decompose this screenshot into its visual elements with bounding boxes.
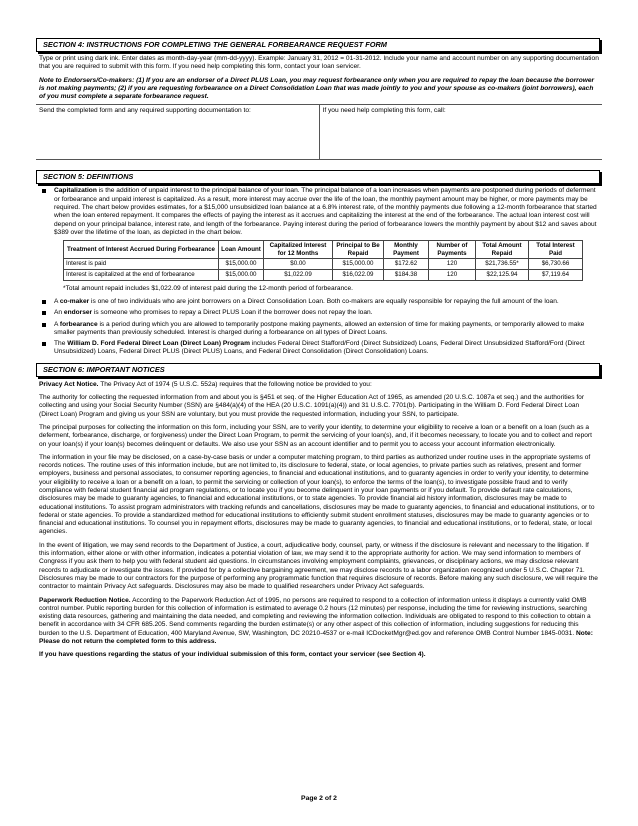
- column-header: Monthly Payment: [384, 241, 429, 259]
- definition-direct-loan-program: [36, 340, 602, 357]
- table-cell: $7,119.64: [529, 270, 583, 281]
- table-footnote: *Total amount repaid includes $1,022.09 of interest paid during the 12-month period of forbearance.: [63, 284, 353, 292]
- table-cell: $172.62: [384, 259, 429, 270]
- section-6-heading: SECTION 6: IMPORTANT NOTICES: [36, 363, 600, 377]
- definition-term: co-maker: [59, 297, 90, 305]
- column-header: Number of Payments: [429, 241, 476, 259]
- table-cell: $15,000.00: [333, 259, 384, 270]
- column-header: Loan Amount: [219, 241, 264, 259]
- litigation-paragraph: In the event of litigation, we may send records to the Department of Justice, a court, adjudicative body, counsel, party, or witness if the disclosure is relevant and necessary to the litigation. If this information, either alone or with other information, indicates a potential violation of law, we may send it to the appropriate authority for action. We may send information to members of Congress if you ask them to help you with federal student aid questions. In circumstances involving employment complaints, grievances, or disciplinary actions, we may disclose relevant records to adjudicate or investigate the issues. If provided for by a collective bargaining agreement, we may disclose records to a labor organization recognized under 5 U.S.C. Chapter 71. Disclosures may be made to our contractors for the purpose of performing any programmatic function that requires disclosure of records. Before making any such disclosure, we will require the contractor to maintain Privacy Act safeguards. Disclosures may also be made to qualified researchers under Privacy Act safeguards.: [39, 541, 598, 591]
- bullet-square-icon: [42, 300, 46, 304]
- definition-text: is someone who promises to repay a Direct PLUS Loan if the borrower does not repay the loan.: [92, 309, 373, 317]
- definition-text: is a period during which you are allowed to temporarily postpone making payments, allowed an extension of time for making payments, or temporarily allowed to make smaller payments than previously scheduled. Interest is charged during a forbearance on all types of Direct Loans.: [54, 320, 585, 336]
- table-cell: Interest is capitalized at the end of forbearance: [64, 270, 219, 281]
- definition-endorser: [36, 309, 602, 317]
- definition-term: forbearance: [59, 320, 98, 328]
- bullet-square-icon: [42, 323, 46, 327]
- capitalization-table: [63, 240, 583, 280]
- bullet-square-icon: [42, 189, 46, 193]
- mailing-info-table: [36, 104, 602, 160]
- section-5-heading: SECTION 5: DEFINITIONS: [36, 170, 600, 184]
- final-questions-note: [39, 651, 600, 659]
- section-4-heading: SECTION 4: INSTRUCTIONS FOR COMPLETING THE GENERAL FORBEARANCE REQUEST FORM: [36, 38, 600, 52]
- column-header: Treatment of Interest Accrued During Forbearance: [64, 241, 219, 259]
- send-to-label: Send the completed form and any required supporting documentation to:: [39, 107, 251, 115]
- table-header-row: [64, 241, 583, 259]
- table-cell: 120: [429, 259, 476, 270]
- definition-term: Capitalization: [54, 187, 97, 195]
- definition-term: endorser: [63, 309, 93, 317]
- definition-text: includes Federal Direct Stafford/Ford (Direct Subsidized) Loans, Federal Direct Unsubsidized Stafford/Ford (Direct Unsubsidized) Loans, Federal Direct PLUS (Direct PLUS) Loans, and Federal Direct Consolidation (Direct Consolidation) Loans.: [54, 340, 585, 356]
- table-cell: $184.38: [384, 270, 429, 281]
- definition-prefix: The: [54, 340, 68, 348]
- definition-text: is one of two individuals who are joint borrowers on a Direct Consolidation Loan. Both co-makers are equally responsible for repaying the full amount of the loan.: [89, 297, 559, 305]
- column-header: Total Interest Paid: [529, 241, 583, 259]
- table-cell: $21,736.55*: [476, 259, 529, 270]
- column-header: Principal to Be Repaid: [333, 241, 384, 259]
- paperwork-text: According to the Paperwork Reduction Act of 1995, no persons are required to respond to a collection of information unless it displays a currently valid OMB control number. Public reporting burden for this collection of information is estimated to average 0.2 hours (12 minutes) per response, including the time for reviewing instructions, searching existing data resources, gathering and maintaining the data needed, and completing and reviewing the information collection. Individuals are obligated to respond to this collection to obtain a benefit in accordance with 34 CFR 685.205. Send comments regarding the burden estimate(s) or any other aspect of this collection of information, including suggestions for reducing this burden to the U.S. Department of Education, 400 Maryland Avenue, SW, Washington, DC 20210-4537 or e-mail ICDocketMgr@ed.gov and reference OMB Control Number 1845-0031.: [39, 596, 591, 637]
- bullet-square-icon: [42, 342, 46, 346]
- table-cell: 120: [429, 270, 476, 281]
- table-cell: $15,000.00: [219, 259, 264, 270]
- help-call-cell[interactable]: [319, 105, 602, 160]
- disclosure-paragraph: The information in your file may be disclosed, on a case-by-case basis or under a computer matching program, to third parties as authorized under routine uses in the appropriate systems of records notices. The routine uses of this information include, but are not limited to, its disclosure to federal, state, or local agencies, to private parties such as relatives, present and former employers, business and personal associates, to consumer reporting agencies, to financial and educational institutions, and to guaranty agencies in order to verify your identity, to determine your eligibility to receive a loan or a benefit on a loan, to permit the servicing or collection of your loan(s), to enforce the terms of the loan(s), to investigate possible fraud and to verify compliance with federal student financial aid program regulations, or to locate you if you become delinquent in your loan payments or if you default. To provide default rate calculations, disclosures may be made to guaranty agencies, to financial and educational institutions, or to state agencies. To provide financial aid history information, disclosures may be made to educational institutions. To assist program administrators with tracking refunds and cancellations, disclosures may be made to guaranty agencies, to financial and educational institutions, or to federal or state agencies. To provide a standardized method for educational institutions to efficiently submit student enrollment statuses, disclosures may be made to guaranty agencies or to financial and educational institutions. To counsel you in repayment efforts, disclosures may be made to guaranty agencies, to financial and educational institutions, or to federal, state, or local agencies.: [39, 453, 595, 536]
- definition-forbearance: [36, 321, 602, 338]
- page-number: Page 2 of 2: [301, 795, 337, 802]
- form-page: [36, 38, 602, 660]
- column-header: Capitalized Interest for 12 Months: [264, 241, 333, 259]
- table-cell: $15,000.00: [219, 270, 264, 281]
- privacy-act-term: Privacy Act Notice.: [39, 380, 99, 388]
- table-cell: $6,730.66: [529, 259, 583, 270]
- help-call-label: If you need help completing this form, call:: [322, 107, 446, 115]
- table-cell: $0.00: [264, 259, 333, 270]
- paperwork-term: Paperwork Reduction Notice.: [39, 596, 131, 604]
- definition-term: William D. Ford Federal Direct Loan (Direct Loan) Program: [67, 340, 250, 348]
- definition-text: is the addition of unpaid interest to the principal balance of your loan. The principal balance of a loan increases when payments are postponed during periods of deferment or forbearance and unpaid interest is capitalized. As a result, more interest may accrue over the life of the loan, the monthly payment amount may be higher, or more payments may be required. The chart below provides estimates, for a $15,000 unsubsidized loan balance at a 6.8% interest rate, of the monthly payments due following a 12-month forbearance that started when the loan entered repayment. It compares the effects of paying the interest as it accrues and capitalizing the interest at the end of the forbearance. The actual loan interest cost will depend on your principal balance, interest rate, and length of the forbearance. Paying interest during the period of forbearance lowers the monthly payment by about $12 and saves about $389 over the lifetime of the loan, as depicted in the chart below.: [54, 187, 597, 236]
- definition-prefix: A: [54, 320, 60, 328]
- definition-prefix: A: [54, 297, 60, 305]
- table-cell: $1,022.09: [264, 270, 333, 281]
- purposes-paragraph: The principal purposes for collecting the information on this form, including your SSN, are to verify your identity, to determine your eligibility to receive a loan or a benefit on a loan (such as a deferment, forbearance, discharge, or forgiveness) under the Direct Loan Program, to permit the servicing of your loan(s), and, if it becomes necessary, to locate you and to collect and report on your loan(s) if your loan(s) becomes delinquent or defaults. We also use your SSN as an account identifier and to permit you to access your account information electronically.: [39, 423, 592, 448]
- paperwork-note: Note: Please do not return the completed form to this address.: [39, 629, 593, 646]
- endorser-note: [39, 77, 600, 102]
- privacy-act-notice: [39, 381, 600, 389]
- instructions-paragraph: Type or print using dark ink. Enter dates as month-day-year (mm-dd-yyyy). Example: January 31, 2012 = 01-31-2012. Include your name and account number on any supporting documentation that you are required to submit with this form. If you need help completing this form, contact your loan servicer.: [39, 55, 599, 71]
- privacy-act-text: The Privacy Act of 1974 (5 U.S.C. 552a) requires that the following notice be provided to you:: [98, 380, 372, 388]
- table-row: [64, 259, 583, 270]
- send-to-cell[interactable]: [36, 105, 319, 160]
- table-cell: $16,022.09: [333, 270, 384, 281]
- paperwork-reduction-notice: [39, 597, 600, 647]
- table-row: [64, 270, 583, 281]
- bullet-square-icon: [42, 311, 46, 315]
- authority-paragraph: The authority for collecting the requested information from and about you is §451 et seq. of the Higher Education Act of 1965, as amended (20 U.S.C. 1087a et seq.) and the authorities for collecting and using your Social Security Number (SSN) are §484(a)(4) of the HEA (20 U.S.C. 1091(a)(4)) and 31 U.S.C. 7701(b). Participating in the William D. Ford Federal Direct Loan (Direct Loan) Program and giving us your SSN are voluntary, but you must provide the requested information, including your SSN, to participate.: [39, 394, 585, 418]
- endorser-note-text: Note to Endorsers/Co-makers: (1) If you are an endorser of a Direct PLUS Loan, you may request forbearance only when you are required to repay the loan because the borrower is not making payments; (2) if you are requesting forbearance on a Direct Consolidation Loan that was made jointly to you and your spouse as co-makers (joint borrowers), each of you must complete a separate forbearance request.: [39, 76, 595, 101]
- definition-prefix: An: [54, 309, 64, 317]
- definition-co-maker: [36, 298, 602, 306]
- final-questions-text: If you have questions regarding the status of your individual submission of this form, contact your servicer (see Section 4).: [39, 651, 426, 659]
- table-cell: Interest is paid: [64, 259, 219, 270]
- definition-capitalization: [36, 187, 602, 237]
- table-cell: $22,125.94: [476, 270, 529, 281]
- column-header: Total Amount Repaid: [476, 241, 529, 259]
